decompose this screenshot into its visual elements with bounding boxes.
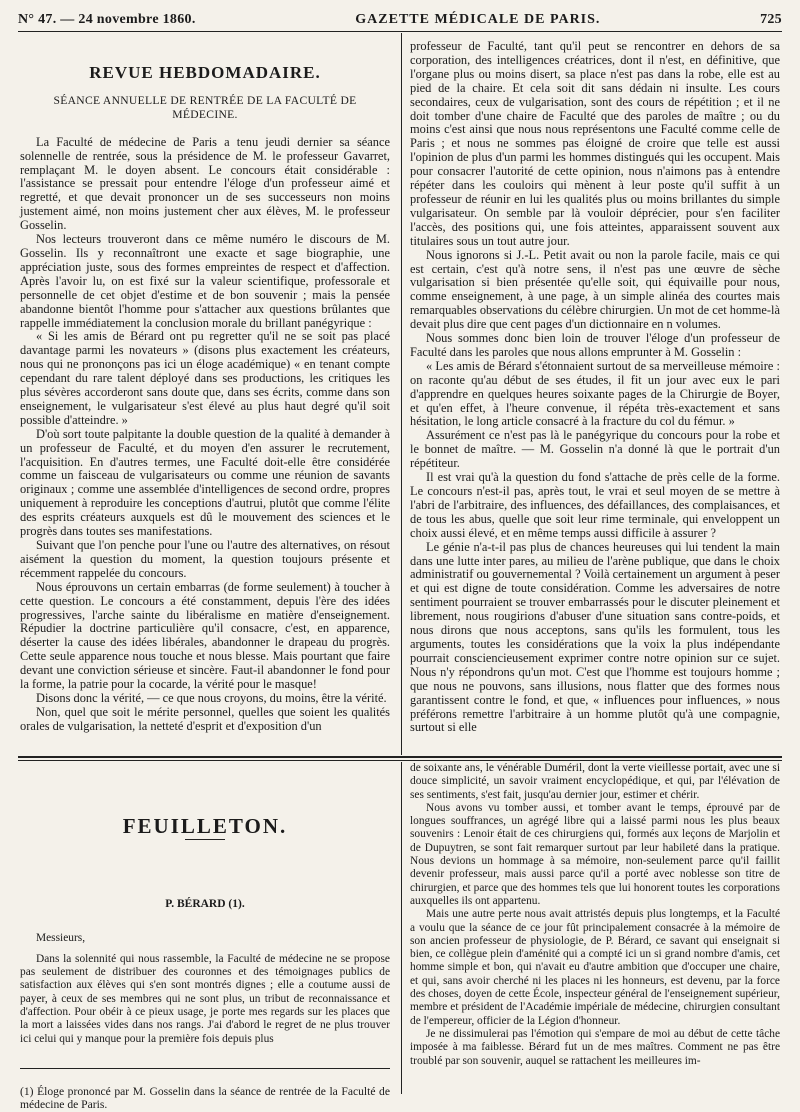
revue-right-paragraph: « Les amis de Bérard s'étonnaient surtout de sa merveilleuse mémoire : on raconte qu'au début de ses études, il fit un jour avec eux le pari d'apprendre en quelques heures soixante pages de la Chirurgie de Boyer, et qu'en effet, à l'heure convenue, il répéta très-exactement et sans hésitation, le long article consacré à la fracture du col du fémur. »: [410, 358, 780, 429]
revue-right-paragraph: Assurément ce n'est pas là le panégyrique du concours pour la robe et le bonnet de maître. — M. Gosselin n'a donné là que le portrait d'un répétiteur.: [410, 428, 780, 471]
column-divider-feuilleton: [401, 762, 402, 1094]
revue-left-column: [20, 32, 390, 734]
section-separator-thin: [18, 760, 782, 761]
footnote: (1) Éloge prononcé par M. Gosselin dans la séance de rentrée de la Faculté de médecine de Paris.: [20, 1084, 390, 1112]
footnote-rule: [20, 1068, 390, 1069]
feuilleton-right-paragraph: Mais une autre perte nous avait attristés depuis plus longtemps, et la Faculté a voulu que la séance de ce jour fût principalement consacrée à la mémoire de son ancien professeur de physiologie, de P. Bérard, ce savant qui enseignait si bien, ce collègue plein d'aménité qui a compté ici un si grand nombre d'amis, cet homme simple et bon, qui n'avait eu d'autre ambition que d'occuper une chaire, et qui, sans avoir cherché ni les places ni les honneurs, est devenu, par la force des choses, doyen de cette École, inspecteur général de l'enseignement supérieur, membre et président de l'Académie impériale de médecine, chirurgien consultant de l'empereur, officier de la Légion d'honneur.: [410, 908, 780, 1027]
revue-right-paragraph: professeur de Faculté, tant qu'il peut se rencontrer en dehors de sa corporation, des intelligences créatrices, dont il n'est, en définitive, que l'organe plus ou moins disert, sa place n'est pas dans la robe, elle est au pied de la chaire. Et cela soit dit sans dédain ni insulte. Les cours secondaires, ceux de vulgarisation, sont des cours de répétition ; et il ne doit tomber d'une chaire de Faculté que des paroles de maître ; ou du moins c'est ainsi que nous nous représentons une Faculté comme celle de Paris ; et nous ne sommes pas éloigné de croire que telle est aussi l'opinion de plus d'un parmi les hommes distingués qui les occupent. Mais pour consacrer l'autorité de cette opinion, nous n'aimons pas à entendre répéter dans les couloirs qui mènent à leur poste qu'il suffit à un professeur de réunir en lui les qualités plus ou moins brillantes du simple vulgarisateur. On semble par là vouloir déprécier, pour s'en faciliter l'accès, des positions qui, une fois atteintes, apparaissent souvent aux titulaires sous un tout autre jour.: [410, 39, 780, 248]
revue-left-paragraph: La Faculté de médecine de Paris a tenu jeudi dernier sa séance solennelle de rentrée, sous la présidence de M. le professeur Gavarret, remplaçant M. le doyen absent. Le concours était considérable : l'assistance se pressait pour entendre l'éloge d'un professeur aimé et regretté, et que devait prononcer un de ses successeurs non moins justement aimé, non moins justement cher aux élèves, M. le professeur Gosselin.: [20, 134, 390, 233]
feuilleton-right-paragraph: de soixante ans, le vénérable Duméril, dont la verte vieillesse portait, avec une si douce simplicité, un savoir vraiment encyclopédique, et qui, par l'élévation de ses sentiments, s'est fait, jusqu'au dernier jour, estimer et chérir.: [410, 762, 780, 801]
revue-left-paragraph: « Si les amis de Bérard ont pu regretter qu'il ne se soit pas placé davantage parmi les novateurs » (disons plus exactement les créateurs, nous qui ne prononçons pas ici un éloge académique) « en tenant compte cependant du rare talent déployé dans ses productions, les critiques les plus sévères accorderont sans doute que, dans ses écrits, comme dans son enseignement, le vulgarisateur s'est élevé au plus haut degré qu'il soit possible d'atteindre. »: [20, 329, 390, 427]
column-divider: [401, 33, 402, 755]
revue-right-paragraph: Le génie n'a-t-il pas plus de chances heureuses qui lui tendent la main dans une lutte inter pares, au milieu de l'arène publique, que dans le choix administratif ou gouvernemental ? Voilà certainement un argument à peser et qui est digne de toute considération. Comme les adversaires de notre sentiment pourraient se trouver embarrassés pour le discuter pleinement et librement, nous rougirions d'abuser d'une situation sans contre-poids, et nous dirons que nous acceptons, sans qu'ils les formulent, tous les arguments, toutes les considérations que la voix la plus indépendante pourrait consciencieusement exprimer contre notre opinion sur ce sujet. Nous n'y répondrons qu'un mot. C'est que l'homme est toujours homme ; que nous ne pouvons, sans illusions, nous flatter que des formes nous garantissent contre le fond, et que, « influences pour influences, » nous préférons remettre l'arbitraire à un homme plutôt qu'à une compagnie, surtout si elle: [410, 539, 780, 735]
revue-left-paragraph: Nos lecteurs trouveront dans ce même numéro le discours de M. Gosselin. Ils y reconnaîtront une exacte et sage biographie, une appréciation juste, sous des formes empreintes de respect et d'affection. Après l'avoir lu, on est fixé sur la valeur scientifique, professorale et personnelle de cet objet d'estime et de bon souvenir ; mais la pensée abandonne bientôt l'homme pour s'attacher aux questions brûlantes que rappelle immédiatement la conclusion morale du brillant panégyrique :: [20, 232, 390, 330]
page-number: 725: [760, 12, 782, 27]
revue-right-column: [410, 40, 780, 735]
issue-number: N° 47. — 24 novembre 1860.: [18, 12, 196, 27]
journal-title: GAZETTE MÉDICALE DE PARIS.: [355, 12, 601, 27]
feuilleton-author: P. BÉRARD (1).: [165, 898, 245, 911]
feuilleton-rule: [185, 839, 225, 840]
revue-left-paragraph: Nous éprouvons un certain embarras (de forme seulement) à toucher à cette question. Le concours a été constamment, depuis l'ère des idées progressives, l'arche sainte du libéralisme en matière d'enseignement. Répudier la doctrine particulière qu'il consacre, c'est, en apparence, déserter la cause des idées libérales, abandonner le drapeau du progrès. Cette seule apparence nous touche et nous blesse. Mais pourtant que faire devant une conviction sérieuse et sincère. Faut-il abandonner le fond pour la forme, la patrie pour la cocarde, la vérité pour le masque!: [20, 579, 390, 692]
revue-subheading: SÉANCE ANNUELLE DE RENTRÉE DE LA FACULTÉ DE MÉDECINE.: [53, 93, 357, 121]
feuilleton-heading: FEUILLETON.: [122, 814, 288, 838]
feuilleton-left-paragraph: Dans la solennité qui nous rassemble, la Faculté de médecine ne se propose pas seulement de distribuer des couronnes et des témoignages publics de satisfaction aux élèves qui s'en sont montrés dignes ; elle a coutume aussi de payer, à ceux de ses membres qui ne sont plus, un tribut de reconnaissance et d'affection. Pour obéir à ce pieux usage, je porte mes regards sur les places que la mort a laissées vides dans nos rangs. J'ai d'abord le regret de ne plus trouver ici celui qui y manque pour la première fois depuis plus: [20, 952, 390, 1045]
feuilleton-right-paragraph: Je ne dissimulerai pas l'émotion qui s'empare de moi au début de cette tâche imposée à ma faiblesse. Bérard fut un de mes maîtres. Comment ne pas être troublé par son souvenir, auquel se rattachent les meilleures im-: [410, 1027, 780, 1067]
revue-right-paragraph: Nous sommes donc bien loin de trouver l'éloge d'un professeur de Faculté dans les paroles que nous allons emprunter à M. Gosselin :: [410, 331, 780, 359]
feuilleton-right-paragraph: Nous avons vu tomber aussi, et tomber avant le temps, éprouvé par de longues souffrances, un agrégé libre qui a laissé parmi nous les plus beaux souvenirs : Lenoir était de ces chirurgiens qui, formés aux leçons de Marjolin et de Dupuytren, se sont fait remarquer surtout par leur habileté dans la pratique. Nous devions un hommage à sa mémoire, non-seulement parce qu'il faillit devenir professeur, mais aussi parce qu'il a porté avec noblesse son titre de chirurgien, et parce que des hommes tels que lui honorent toutes les corporations auxquelles ils ont appartenu.: [410, 801, 780, 907]
revue-left-paragraph: Suivant que l'on penche pour l'une ou l'autre des alternatives, on résout aisément la question du moment, la question toujours présente et récemment rappelée du concours.: [20, 538, 390, 580]
page-header: [18, 6, 782, 28]
revue-right-paragraph: Nous ignorons si J.-L. Petit avait ou non la parole facile, mais ce qui est certain, c'est qu'à notre sens, il n'est pas une œuvre de sèche vulgarisation si bien présentée qu'elle soit, qui équivaille pour nous, comme enseignement, à une page, à un simple alinéa des courtes mais remarquables observations du célèbre chirurgien. Un mot de cet homme-là devait plus dire que cent pages d'un dictionnaire en n volumes.: [410, 247, 780, 332]
revue-heading: REVUE HEBDOMADAIRE.: [89, 63, 321, 82]
revue-right-paragraph: Il est vrai qu'à la question du fond s'attache de près celle de la forme. Le concours n'est-il pas, après tout, le vrai et seul moyen de se mettre à l'abri de l'arbitraire, des influences, des défaillances, des complaisances, et de tous les abus, quelle que soit leur rime terminale, qui enveloppent un choix aussi élevé, et en même temps aussi difficile à assurer ?: [410, 470, 780, 540]
section-separator: [18, 756, 782, 758]
revue-left-paragraph: D'où sort toute palpitante la double question de la qualité à demander à un professeur de Faculté, et du moyen d'en assurer le recrutement, l'acquisition. En d'autres termes, une Faculté doit-elle être considérée comme un faisceau de vulgarisateurs ou comme une réunion de savants originaux ; comme une assemblée d'intelligences de second ordre, propres uniquement à reproduire les conceptions d'autrui, plutôt que comme l'élite des esprits créateurs auxquels est dû le mouvement des sciences et le progrès dans toutes ses manifestations.: [20, 426, 390, 539]
revue-left-paragraph: Disons donc la vérité, — ce que nous croyons, du moins, être la vérité.: [36, 690, 387, 705]
feuilleton-right-column: [410, 762, 780, 1068]
feuilleton-salutation: Messieurs,: [36, 931, 86, 944]
revue-left-paragraph: Non, quel que soit le mérite personnel, quelles que soient les qualités orales de vulgarisation, la netteté d'esprit et d'exposition d'un: [20, 704, 390, 733]
feuilleton-left-column: [20, 762, 390, 1112]
